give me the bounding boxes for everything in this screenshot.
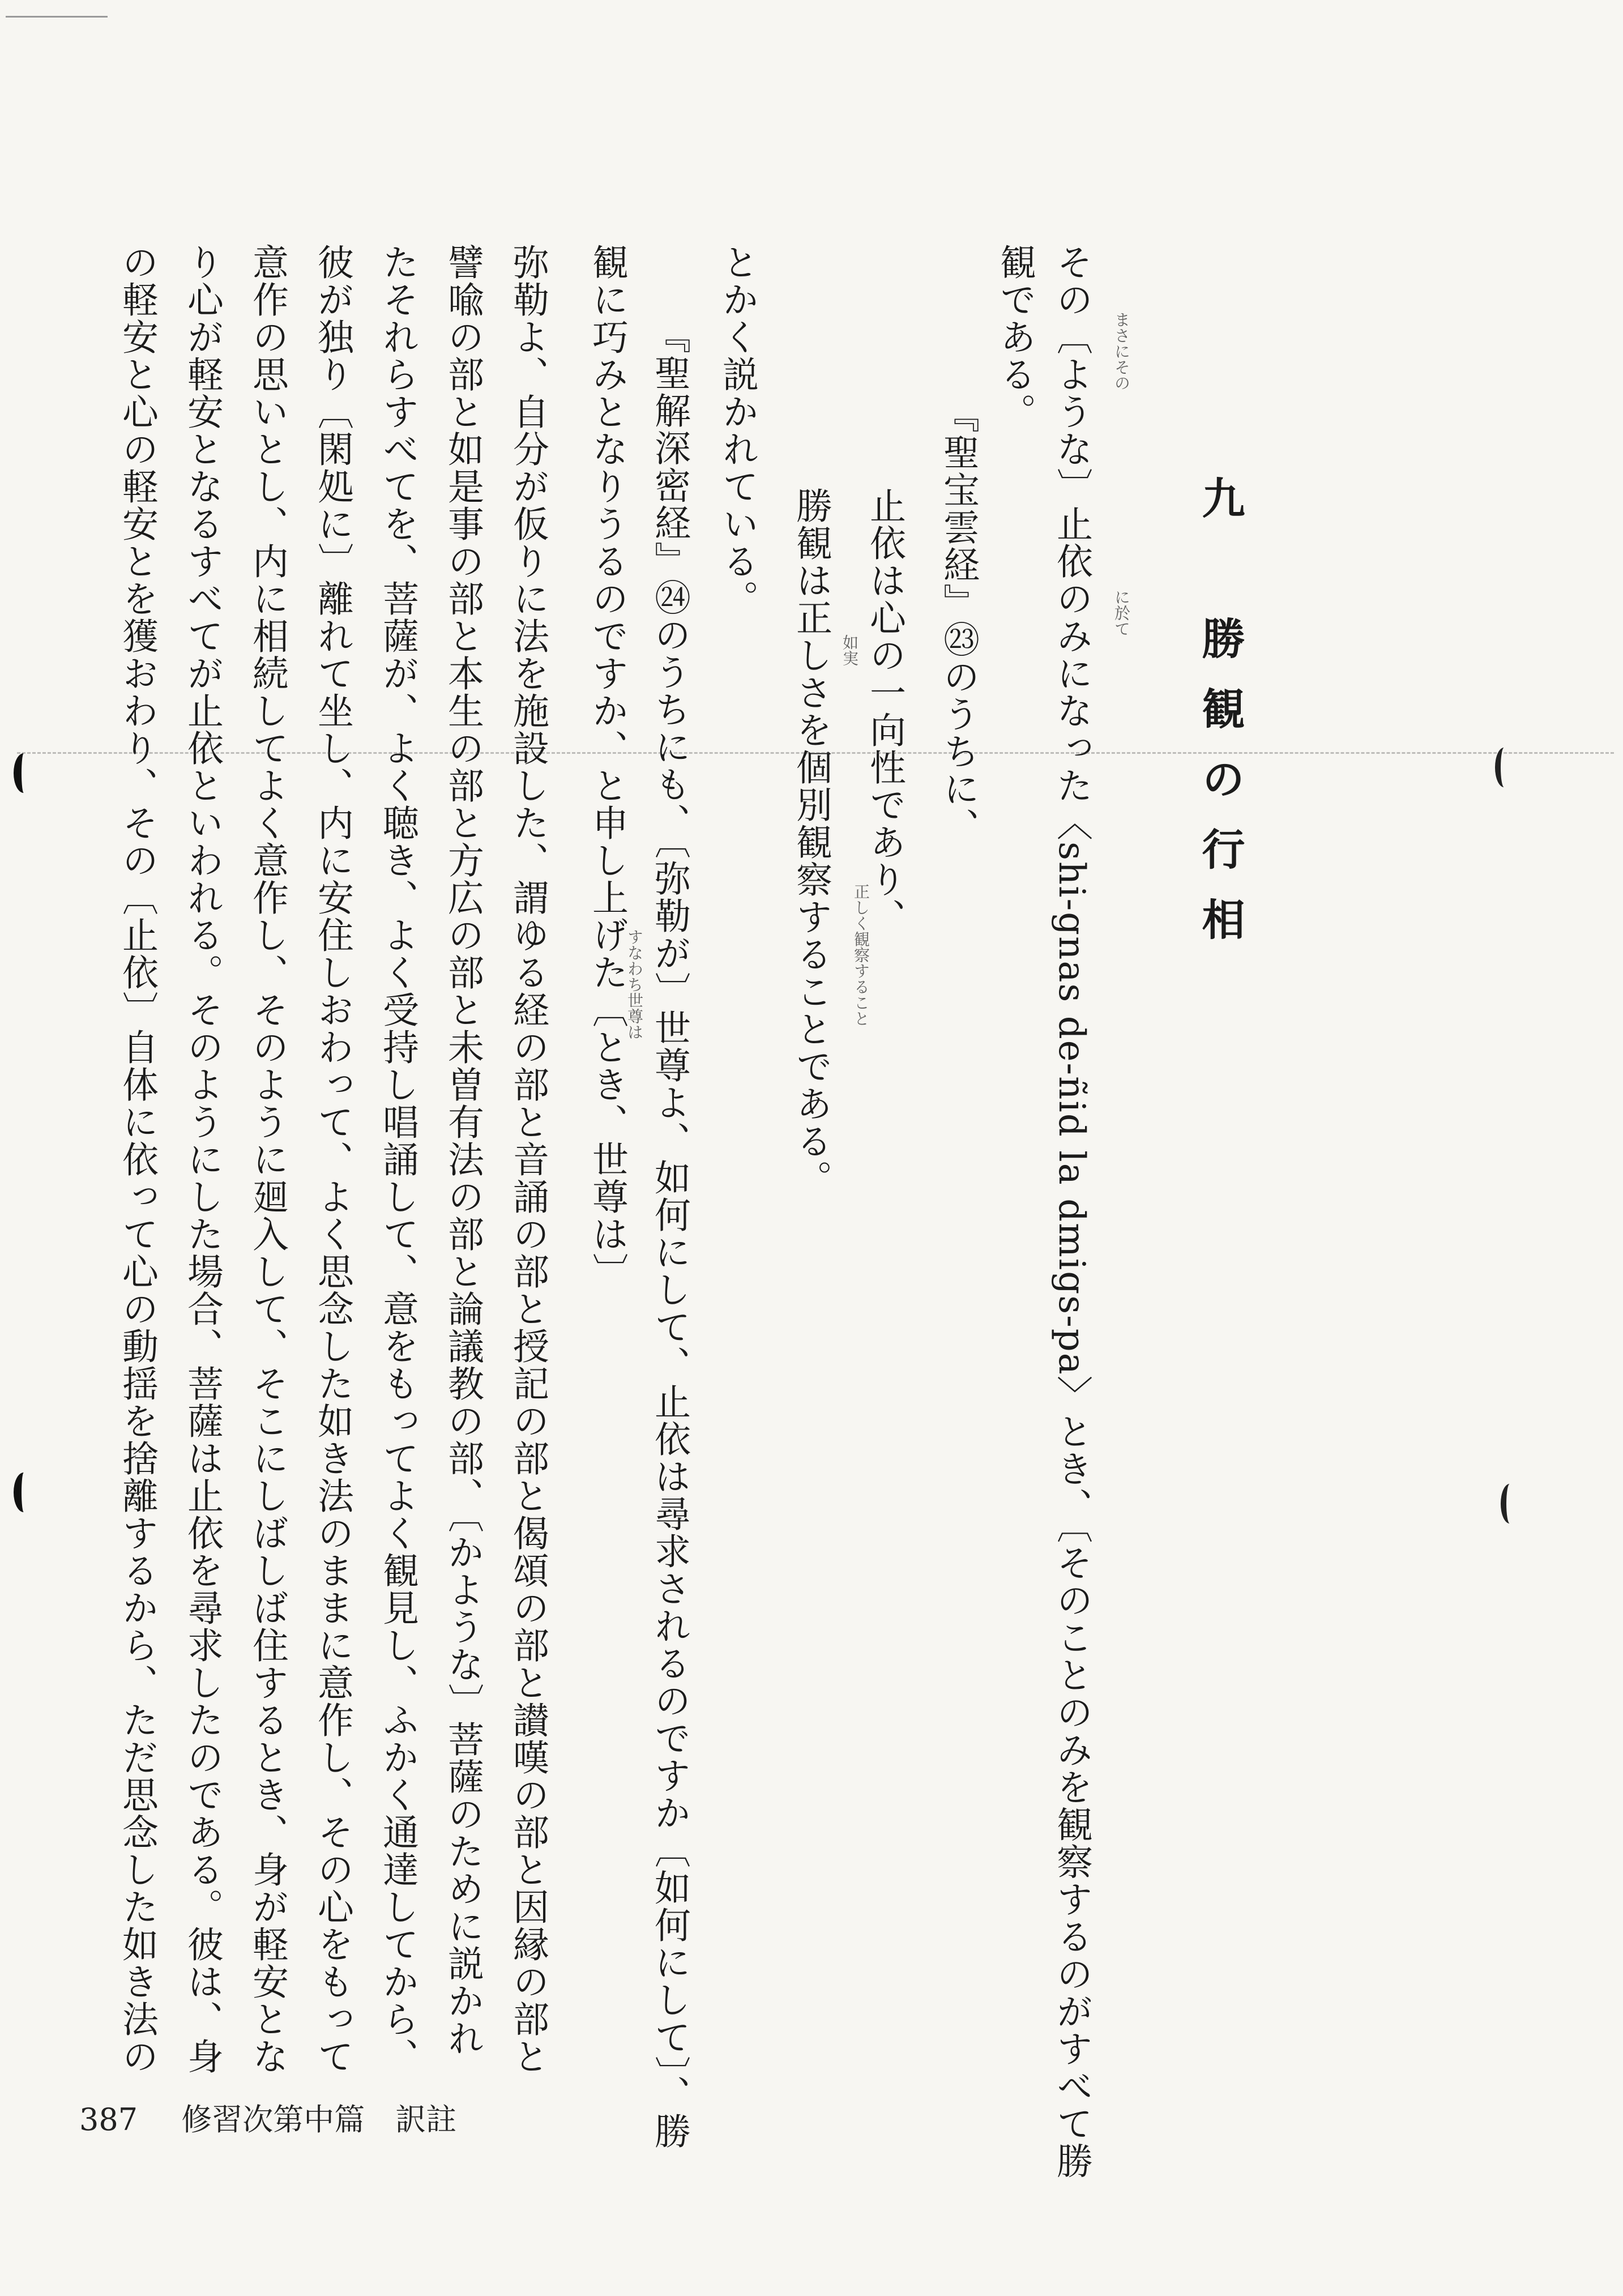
text-column-4: 止依は心の一向性であり、 — [864, 487, 906, 936]
text-column-12: 彼が独り〔閑処に〕離れて坐し、内に安住しおわって、よく思念した如き法のままに意作し、その心をもって — [311, 244, 353, 2075]
text-column-1: その〔ような〕止依のみになった〈shi-gnas de-ñid la dmigs-pa〉とき、〔そのことのみを観察するのがすべて勝 — [1050, 244, 1092, 2180]
text-column-3: 『聖宝雲経』㉓のうちに、 — [937, 396, 979, 845]
handwritten-note: 正しく観察すること — [852, 884, 870, 1026]
top-rule — [6, 16, 108, 18]
text-column-6: とかく説かれている。 — [716, 244, 758, 617]
handwritten-note: まさにその — [1112, 311, 1131, 391]
handwritten-note: 如実 — [840, 634, 859, 666]
section-heading: 九 勝観の行相 — [1195, 476, 1245, 967]
text-column-2: 観である。 — [994, 244, 1036, 430]
text-column-13: 意作の思いとし、内に相続してよく意作し、そのように廻入して、そこにしばしば住するとき、身が軽安とな — [246, 244, 288, 2075]
page-footer — [79, 2096, 490, 2139]
handwritten-note: すなわち世尊は — [625, 929, 644, 1040]
text-column-14: り心が軽安となるすべてが止依といわれる。そのようにした場合、菩薩は止依を尋求したのである。彼は、身 — [181, 244, 223, 2075]
text-column-10: 譬喩の部と如是事の部と本生の部と方広の部と未曽有法の部と論議教の部、〔かような〕菩薩のために説かれ — [442, 244, 484, 2057]
text-column-7: 『聖解深密経』㉔のうちにも、〔弥勒が〕世尊よ、如何にして、止依は尋求されるのですか〔如何にして〕、勝 — [648, 317, 690, 2150]
margin-mark — [1495, 748, 1513, 787]
margin-mark — [1501, 1484, 1519, 1523]
text-column-15: の軽安と心の軽安とを獲おわり、その〔止依〕自体に依って心の動揺を捨離するから、ただ思念した如き法の — [116, 244, 158, 2075]
page-number: 387 — [79, 2102, 138, 2137]
margin-mark — [14, 753, 34, 793]
text-column-5: 勝観は正しさを個別観察することである。 — [790, 487, 832, 1197]
text-column-11: たそれらすべてを、菩薩が、よく聴き、よく受持し唱誦して、意をもってよく観見し、ふかく通達してから、 — [377, 244, 418, 2075]
running-title: 修習次第中篇 訳註 — [181, 2102, 457, 2137]
text-column-9: 弥勒よ、自分が仮りに法を施設した、謂ゆる経の部と音誦の部と授記の部と偈頌の部と讃嘆の部と因縁の部と — [507, 244, 549, 2075]
scan-fold-line — [17, 752, 1614, 754]
margin-mark — [14, 1473, 34, 1512]
handwritten-note: に於て — [1112, 589, 1131, 637]
text-column-8: 観に巧みとなりうるのですか、と申し上げた〔とき、世尊は〕 — [586, 244, 628, 1290]
